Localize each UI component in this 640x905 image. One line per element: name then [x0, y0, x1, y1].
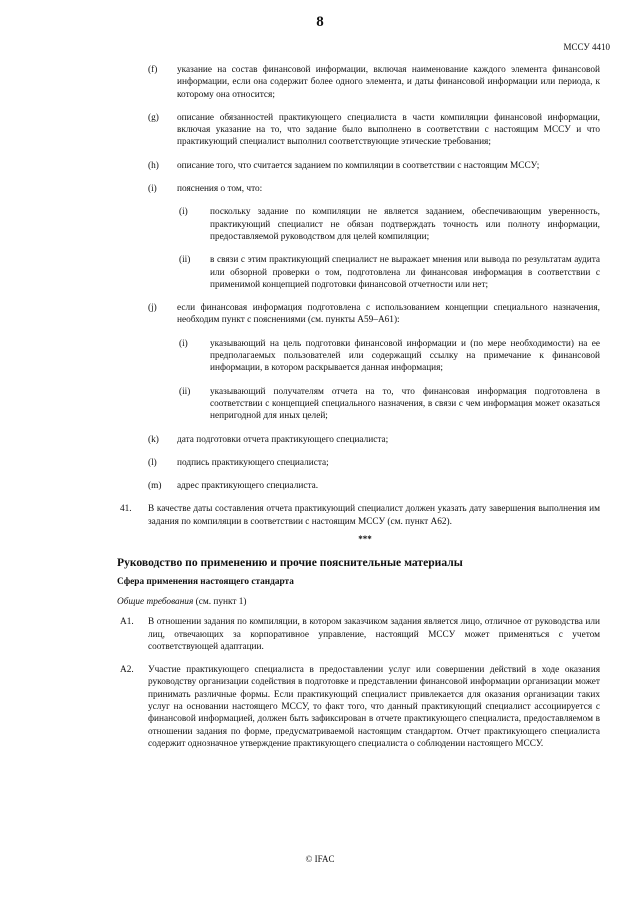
sublist-item-j-ii	[0, 386, 640, 423]
general-requirements-heading	[0, 596, 640, 608]
paragraph-number: 41.	[120, 504, 132, 515]
list-item-h	[0, 160, 640, 172]
section-separator: ***	[358, 534, 372, 545]
paragraph-a2	[0, 664, 640, 750]
list-item-i	[0, 183, 640, 195]
list-item-text: указание на состав финансовой информации, включая наименование каждого элемента финансовой информации, если она содержит более одного элемента, и даты финансовой информации или периода, к которому она относится;	[177, 65, 600, 100]
list-marker: (ii)	[179, 386, 191, 397]
sublist-item-i-i	[0, 206, 640, 243]
list-item-text: пояснения о том, что:	[177, 184, 263, 195]
section-title: Руководство по применению и прочие пояснительные материалы	[117, 556, 463, 570]
paragraph-text: В отношении задания по компиляции, в котором заказчиком задания является лицо, отличное от руководства или лиц, отвечающих за корпоративное управление, настоящий МССУ может применяться с учетом соответствующей адаптации.	[148, 617, 600, 652]
list-item-text: подпись практикующего специалиста;	[177, 457, 329, 468]
list-item-text: указывающий на цель подготовки финансовой информации и (по мере необходимости) на ее предполагаемых пользователей или содержащий ссылку на примечание к финансовой информации, в котором раскрывается данная информация;	[210, 338, 600, 374]
list-item-text: адрес практикующего специалиста.	[177, 481, 319, 492]
general-requirements-ref: (см. пункт 1)	[193, 596, 247, 607]
general-requirements-label: Общие требования	[117, 596, 194, 607]
list-item-text: указывающий получателям отчета на то, что финансовая информация подготовлена в соответствии с концепцией специального назначения, в связи с чем информация может оказаться непригодной для иных целей;	[210, 386, 600, 422]
list-item-g	[0, 112, 640, 149]
subsection-title: Сфера применения настоящего стандарта	[117, 576, 294, 587]
list-item-text: описание того, что считается заданием по компиляции в соответствии с настоящим МССУ;	[177, 160, 540, 171]
list-marker: (ii)	[179, 255, 191, 266]
list-marker: (f)	[148, 65, 158, 75]
list-marker: (i)	[179, 338, 188, 349]
sublist-item-i-ii	[0, 254, 640, 291]
list-item-text: описание обязанностей практикующего специалиста в части компиляции финансовой информации, включая указание на то, что задание было выполнено в соответствии с настоящим МССУ и что практикующий специалист выполнил соответствующие этические требования;	[177, 112, 600, 148]
paragraph-41	[0, 503, 640, 528]
standard-code: МССУ 4410	[563, 42, 610, 52]
list-marker: (m)	[148, 481, 162, 492]
list-item-text: поскольку задание по компиляции не является заданием, обеспечивающим уверенность, практикующий специалист не обязан подтверждать точность или полноту информации, предоставляемой руководством для целей компиляции;	[210, 207, 600, 242]
paragraph-a1	[0, 616, 640, 653]
list-marker: (i)	[148, 184, 157, 195]
paragraph-number: A1.	[120, 617, 134, 628]
list-item-m	[0, 480, 640, 492]
page-number: 8	[316, 14, 324, 30]
list-marker: (g)	[148, 112, 159, 123]
list-item-text: если финансовая информация подготовлена с использованием концепции специального назначения, необходим пункт с пояснениями (см. пункты А59–А61):	[177, 303, 600, 326]
list-item-text: в связи с этим практикующий специалист не выражает мнения или вывода по результатам аудита или обзорной проверки о том, подготовлена ли финансовая информация в соответствии с применимой концепцией подготовки финансовой отчетности или нет;	[210, 255, 600, 290]
list-item-k	[0, 434, 640, 446]
page-content	[0, 64, 640, 750]
list-item-l	[0, 457, 640, 469]
sublist-item-j-i	[0, 338, 640, 375]
paragraph-text: В качестве даты составления отчета практикующий специалист должен указать дату завершения выполнения им задания по компиляции в соответствии с настоящим МССУ (см. пункт А62).	[148, 504, 600, 527]
page-footer: © IFAC	[305, 854, 335, 864]
list-item-j	[0, 302, 640, 327]
list-item-text: дата подготовки отчета практикующего специалиста;	[177, 434, 389, 445]
list-marker: (i)	[179, 207, 188, 218]
list-marker: (k)	[148, 434, 159, 445]
list-marker: (h)	[148, 160, 159, 171]
paragraph-text: Участие практикующего специалиста в предоставлении услуг или совершении действий в ходе оказания руководству организации содействия в подготовке и представлении финансовой информации организации может принимать различные формы. Если практикующий специалист привлекается для оказания организации таких услуг на основании настоящего МССУ, то факт того, что данный практикующий специалист ассоциируется с финансовой информацией, должен быть зафиксирован в отчете практикующего специалиста, предоставляемом в отношении задания по форме, предусматриваемой настоящим стандартом. Отчет практикующего специалиста содержит однозначное утверждение практикующего специалиста о соблюдении настоящего МССУ.	[148, 665, 600, 749]
list-item-f	[0, 64, 640, 101]
list-marker: (l)	[148, 457, 157, 468]
paragraph-number: A2.	[120, 665, 134, 676]
list-marker: (j)	[148, 303, 157, 314]
